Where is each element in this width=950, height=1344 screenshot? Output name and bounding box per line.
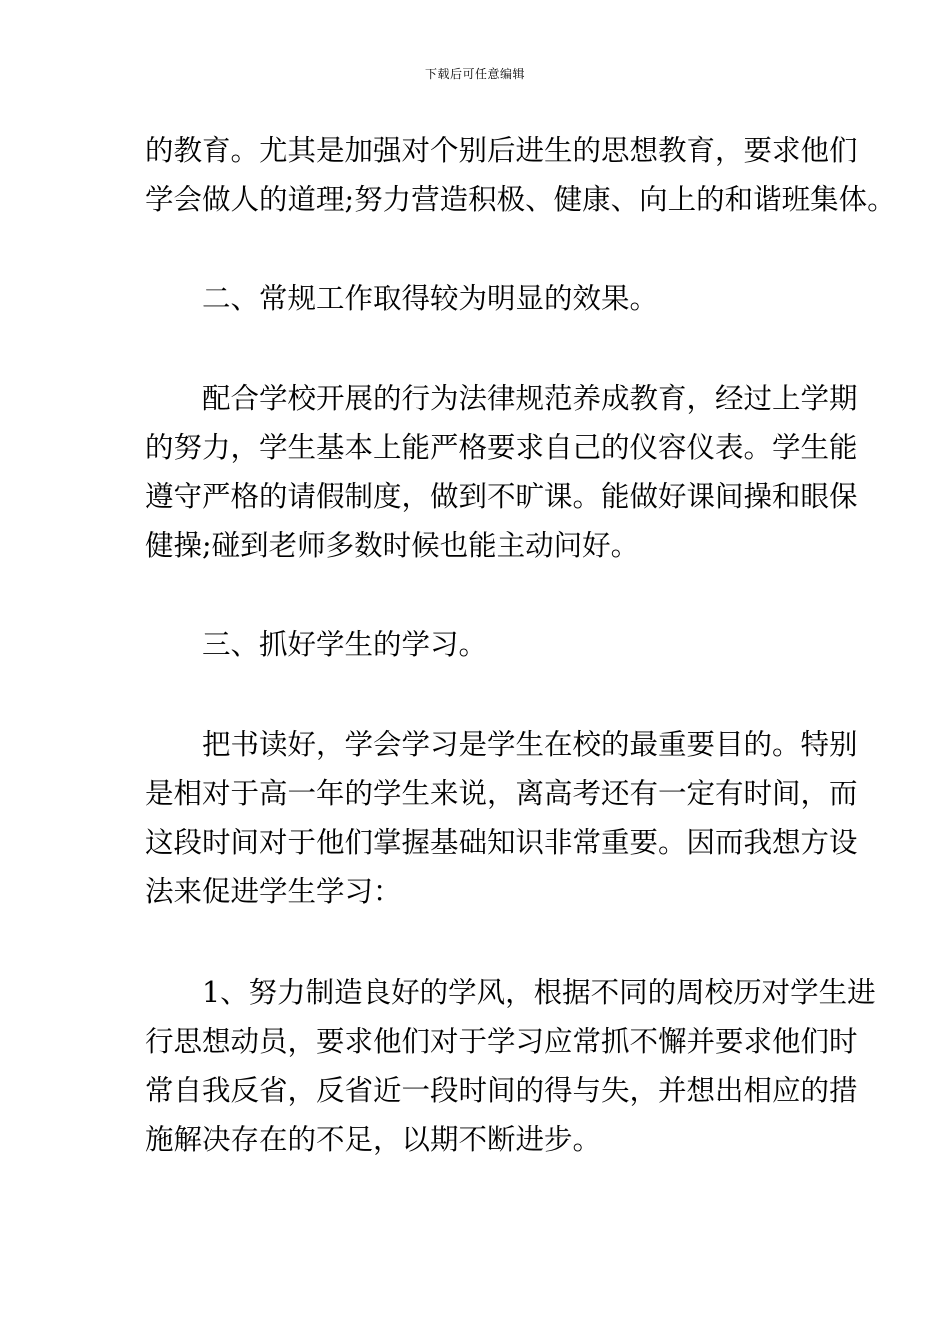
section-heading-study: [145, 620, 810, 669]
text-line: 施解决存在的不足，以期不断进步。: [145, 1123, 602, 1156]
page-header-note: 下载后可任意编辑: [424, 67, 525, 81]
paragraph-continued-education: [145, 126, 896, 224]
heading-line: 二、常规工作取得较为明显的效果。: [202, 282, 659, 315]
text-line: 法来促进学生学习：: [145, 875, 402, 908]
text-line: 遵守严格的请假制度，做到不旷课。能做好课间操和眼保: [145, 480, 858, 513]
text-line: 把书读好，学会学习是学生在校的最重要目的。特别: [202, 728, 858, 761]
text-line: 健操;碰到老师多数时候也能主动问好。: [145, 529, 640, 562]
text-line: 常自我反省，反省近一段时间的得与失，并想出相应的措: [145, 1074, 858, 1107]
text-line: 这段时间对于他们掌握基础知识非常重要。因而我想方设: [145, 826, 858, 859]
text-line: 的教育。尤其是加强对个别后进生的思想教育，要求他们: [145, 134, 858, 167]
text-line: 学会做人的道理;努力营造积极、健康、向上的和谐班集体。: [145, 183, 896, 216]
paragraph-study-importance: [145, 720, 858, 916]
paragraph-study-atmosphere: [145, 968, 876, 1164]
text-line: 配合学校开展的行为法律规范养成教育，经过上学期: [202, 382, 858, 415]
text-line: 1、努力制造良好的学风，根据不同的周校历对学生进: [202, 976, 876, 1009]
text-line: 行思想动员，要求他们对于学习应常抓不懈并要求他们时: [145, 1025, 858, 1058]
paragraph-behavior-norms: [145, 374, 858, 570]
heading-line: 三、抓好学生的学习。: [202, 628, 488, 661]
text-line: 的努力，学生基本上能严格要求自己的仪容仪表。学生能: [145, 431, 858, 464]
section-heading-routine-work: [145, 274, 810, 323]
text-line: 是相对于高一年的学生来说，离高考还有一定有时间，而: [145, 777, 858, 810]
